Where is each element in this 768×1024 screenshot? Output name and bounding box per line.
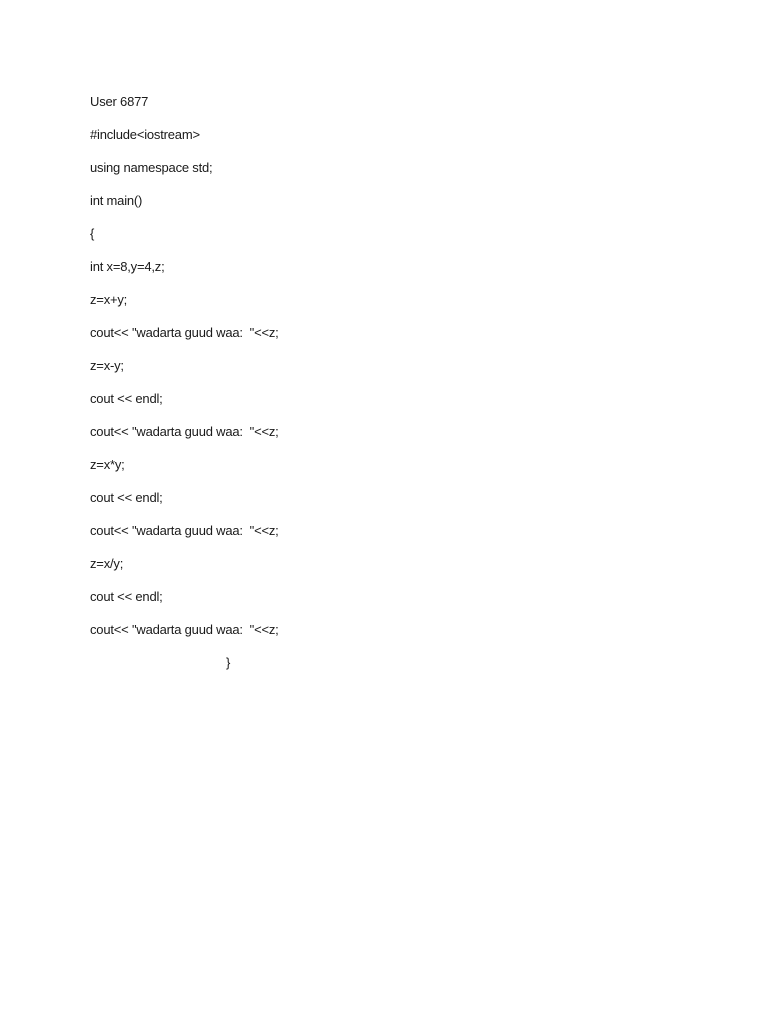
code-line-endl-3: cout << endl; [90, 589, 163, 604]
code-line-cout-4: cout<< "wadarta guud waa: "<<z; [90, 622, 279, 637]
code-line-declaration: int x=8,y=4,z; [90, 259, 165, 274]
code-line-main: int main() [90, 193, 143, 208]
code-line-cout-1: cout<< "wadarta guud waa: "<<z; [90, 325, 279, 340]
code-line-endl-1: cout << endl; [90, 391, 163, 406]
code-line-include: #include<iostream> [90, 127, 200, 142]
code-line-multiply: z=x*y; [90, 457, 125, 472]
code-line-namespace: using namespace std; [90, 160, 213, 175]
code-line-subtract: z=x-y; [90, 358, 124, 373]
code-line-divide: z=x/y; [90, 556, 124, 571]
document-body [90, 92, 690, 686]
document-heading: User 6877 [90, 94, 149, 109]
code-line-cout-3: cout<< "wadarta guud waa: "<<z; [90, 523, 279, 538]
code-line-open-brace: { [90, 226, 95, 241]
code-line-cout-2: cout<< "wadarta guud waa: "<<z; [90, 424, 279, 439]
code-line-close-brace: } [226, 655, 231, 670]
code-line-add: z=x+y; [90, 292, 128, 307]
code-line-endl-2: cout << endl; [90, 490, 163, 505]
